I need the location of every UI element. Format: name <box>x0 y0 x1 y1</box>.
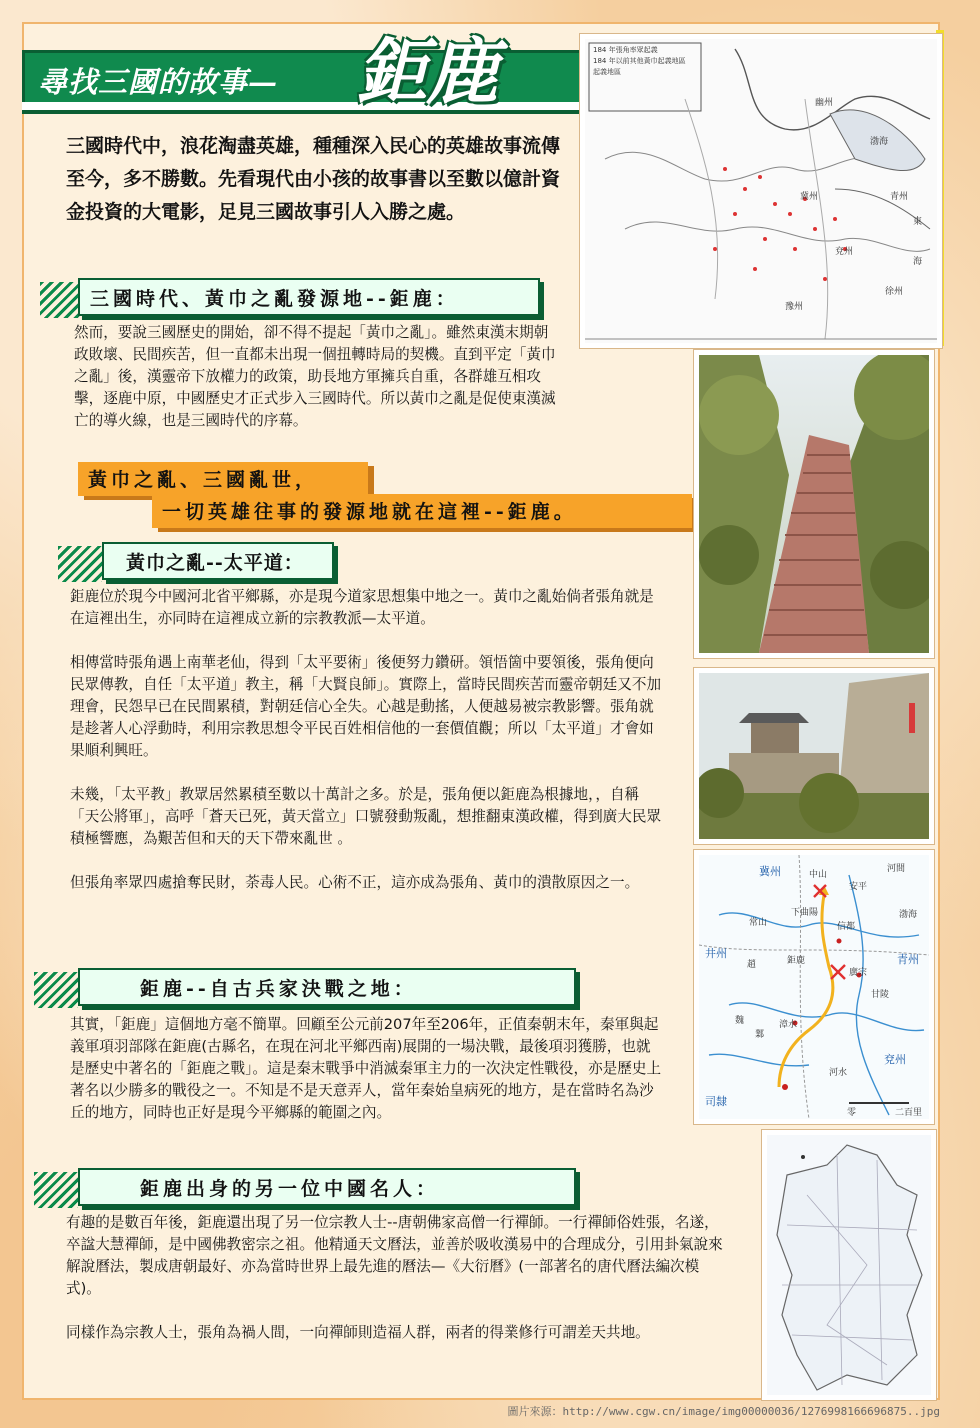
map-scale-label: 零 <box>847 1108 857 1118</box>
map-label: 信都 <box>837 922 856 932</box>
legend-item: 184 年以前其他黃巾起義地區 <box>593 57 686 65</box>
section-stripes <box>34 1172 78 1208</box>
map-label: 河間 <box>887 864 906 874</box>
uprising-map <box>580 34 942 348</box>
map-label: 兗州 <box>835 247 854 257</box>
taiping-paragraph: 相傳當時張角遇上南華老仙，得到「太平要術」後便努力鑽研。領悟箇中要領後，張角便向民眾傳教，自任「太平道」教主，稱「大賢良師」。實際上，當時民間疾苦而靈帝朝廷又不加理會，民怨早已在民間累積，對朝廷信心全失。心越是動搖，人便越易被宗教影響。張角就是趁著人心浮動時，利用宗教思想令平民百姓相信他的一套價值觀；所以「太平道」才會如果順利興旺。 <box>70 654 662 759</box>
map-label: 渤海 <box>870 137 889 147</box>
taiping-paragraph: 但張角率眾四處搶奪民財，荼毒人民。心術不正，這亦成為張角、黃巾的潰散原因之一。 <box>70 874 640 891</box>
map-label: 冀州 <box>800 192 819 202</box>
title-prefix: 尋找三國的故事— <box>38 65 279 99</box>
taiping-paragraph: 鉅鹿位於現今中國河北省平鄉縣，亦是現今道家思想集中地之一。黃巾之亂始倘者張角就是在這裡出生，亦同時在這裡成立新的宗教教派—太平道。 <box>70 588 654 627</box>
fort-photo-svg <box>699 673 929 839</box>
fort-photo <box>694 668 934 844</box>
map-label: 冀州 <box>759 865 781 878</box>
section-header-battle <box>78 968 576 1006</box>
title-stripe <box>22 102 582 113</box>
map-label: 青州 <box>890 192 909 202</box>
map-label: 甘陵 <box>871 990 890 1000</box>
section-title: 鉅鹿--自古兵家決戰之地： <box>140 978 417 1000</box>
battle-paragraph: 其實，「鉅鹿」這個地方毫不簡單。回顧至公元前207年至206年，正值秦朝末年，秦軍與起義軍項羽部隊在鉅鹿(古縣名，在現在河北平鄉西南)展開的一場決戰，最後項羽獲勝，也就是歷史中著名的「鉅鹿之戰」。這是秦末戰爭中消滅秦軍主力的一次決定性戰役，亦是歷史上著名以少勝多的戰役之一。不知是不是天意弄人，當年秦始皇病死的地方，是在當時名為沙丘的地方，同時也正好是現今平鄉縣的範圍之內。 <box>70 1016 662 1121</box>
map-label: 海 <box>913 257 923 267</box>
route-map <box>694 850 934 1124</box>
section-title: 三國時代、黃巾之亂發源地--鉅鹿： <box>90 288 459 310</box>
map-label: 廣宗 <box>849 968 868 978</box>
taiping-text <box>70 586 668 916</box>
map-label: 青州 <box>897 953 919 966</box>
legend-item: 184 年張角率眾起義 <box>593 46 658 54</box>
origin-paragraph: 然而，要說三國歷史的開始，卻不得不提起「黃巾之亂」。雖然東漢末期朝政敗壞、民間疾苦，但一直都未出現一個扭轉時局的契機。直到平定「黃巾之亂」後，漢靈帝下放權力的政策，助長地方軍擁兵自重，各群雄互相攻擊，逐鹿中原，中國歷史才正式步入三國時代。所以黃巾之亂是促使東漢滅亡的導火線，也是三國時代的序幕。 <box>74 324 556 429</box>
section-header-origin <box>78 278 540 316</box>
famous-paragraph: 有趣的是數百年後，鉅鹿還出現了另一位宗教人士--唐朝佛家高僧一行禪師。一行禪師俗姓張，名遂，卒諡大慧禪師，是中國佛教密宗之祖。他精通天文曆法，並善於吸收漢易中的合理成分，引用卦氣說來解說曆法，製成唐朝最好、亦為當時世界上最先進的曆法—《大衍曆》(一部著名的唐代曆法編次模式)。 <box>66 1214 723 1297</box>
section-stripes <box>34 972 78 1008</box>
map-label: 徐州 <box>885 287 904 297</box>
map-label: 河水 <box>829 1068 848 1078</box>
map-label: 幽州 <box>815 98 834 108</box>
map-label: 趙 <box>747 960 757 970</box>
route-map-svg <box>699 855 929 1119</box>
map-label: 鉅鹿 <box>787 956 806 966</box>
map-label: 魏 <box>735 1016 745 1026</box>
map-scale-label: 二百里 <box>895 1108 923 1118</box>
map-label: 東 <box>913 217 923 227</box>
famous-paragraph: 同樣作為宗教人士，張角為禍人間，一向禪師則造福人群，兩者的得業修行可謂差天共地。 <box>66 1324 650 1341</box>
section-stripes <box>58 546 102 582</box>
section-header-famous <box>78 1168 576 1206</box>
highlight-line1: 黃巾之亂、三國亂世， <box>78 462 368 496</box>
map-label: 井州 <box>705 947 727 960</box>
highlight-line2: 一切英雄往事的發源地就在這裡--鉅鹿。 <box>152 494 692 528</box>
legend-item: 起義地區 <box>593 68 621 76</box>
image-source: 圖片來源：http://www.cgw.cn/image/img00000036/1276998166696875..jpg <box>507 1405 940 1418</box>
map-label: 安平 <box>849 882 868 892</box>
map-label: 司隸 <box>705 1095 727 1108</box>
section-header-taiping <box>102 542 334 580</box>
map-label: 常山 <box>749 918 768 928</box>
taiping-paragraph: 未幾，「太平教」教眾居然累積至數以十萬計之多。於是，張角便以鉅鹿為根據地，，自稱「天公將軍」，高呼「蒼天已死，黃天當立」口號發動叛亂，想推翻東漢政權，得到廣大民眾積極響應，為艱苦但和天的天下帶來亂世 。 <box>70 786 662 847</box>
map-label: 下曲陽 <box>791 908 819 918</box>
map-label: 漳水 <box>779 1020 798 1030</box>
famous-text <box>66 1212 732 1366</box>
stairs-photo-svg <box>699 355 929 653</box>
section-title: 黃巾之亂--太平道： <box>126 552 304 574</box>
county-map <box>762 1130 936 1400</box>
map-label: 渤海 <box>899 910 918 920</box>
map-label: 中山 <box>809 870 828 880</box>
map-label: 豫州 <box>785 302 804 312</box>
intro-paragraph: 三國時代中，浪花淘盡英雄，種種深入民心的英雄故事流傳至今，多不勝數。先看現代由小孩的故事書以至數以億計資金投資的大電影，足見三國故事引人入勝之處。 <box>66 135 561 223</box>
map-label: 兗州 <box>884 1053 906 1066</box>
map-legend <box>593 45 686 78</box>
stairs-photo <box>694 350 934 658</box>
map-label: 鄴 <box>755 1030 765 1040</box>
uprising-map-svg <box>585 39 937 343</box>
county-map-svg <box>767 1135 931 1395</box>
section-title: 鉅鹿出身的另一位中國名人： <box>140 1178 440 1200</box>
title-main: 鉅鹿 <box>356 29 497 114</box>
